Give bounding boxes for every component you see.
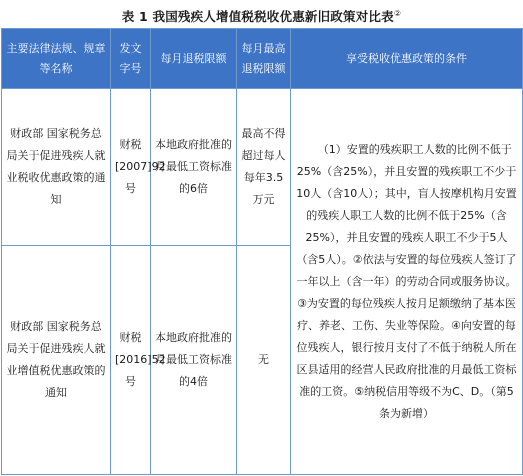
- cell-conditions: （1）安置的残疾职工人数的比例不低于25%（含25%），并且安置的残疾职工不少于10人（含10人）；其中，盲人按摩机构月安置的残疾人职工人数的比例不低于25%（含25%），并且安置的残疾人职工不少于5人（含5人）。②依法与安置的每位残疾人签订了一年以上（含一年）的劳动合同或服务协议。③为安置的每位残疾人按月足额缴纳了基本医疗、养老、工伤、失业等保险。④向安置的每位残疾人，银行按月支付了不低于纳税人所在区县适用的经营人民政府批准的月最低工资标准的工资。⑤纳税信用等级不为C、D。（第5条为新增）: [291, 89, 523, 475]
- header-conditions: 享受税收优惠政策的条件: [291, 29, 523, 89]
- cell-monthly-max-limit: 最高不得超过每人每年3.5万元: [237, 89, 291, 246]
- header-monthly-limit: 每月退税限额: [151, 29, 237, 89]
- header-row: [2, 29, 523, 89]
- cell-law-name: 财政部 国家税务总局关于促进残疾人就业税收优惠政策的通知: [2, 89, 111, 246]
- cell-monthly-limit: 本地政府批准的月最低工资标准的4倍: [151, 246, 237, 475]
- cell-monthly-max-limit: 无: [237, 246, 291, 475]
- caption-note-mark: ②: [393, 9, 402, 18]
- header-doc-number: 发文字号: [111, 29, 151, 89]
- header-law-name: 主要法律法规、规章等名称: [2, 29, 111, 89]
- table-caption: [0, 0, 523, 28]
- table-row: [2, 89, 523, 246]
- policy-comparison-table: [1, 28, 523, 475]
- caption-title: 表 1 我国残疾人增值税税收优惠新旧政策对比表: [121, 9, 394, 25]
- header-monthly-max-limit: 每月最高退税限额: [237, 29, 291, 89]
- cell-law-name: 财政部 国家税务总局关于促进残疾人就业增值税优惠政策的通知: [2, 246, 111, 475]
- cell-doc-number: 财税[2007]92号: [111, 89, 151, 246]
- cell-doc-number: 财税[2016]52号: [111, 246, 151, 475]
- cell-monthly-limit: 本地政府批准的月最低工资标准的6倍: [151, 89, 237, 246]
